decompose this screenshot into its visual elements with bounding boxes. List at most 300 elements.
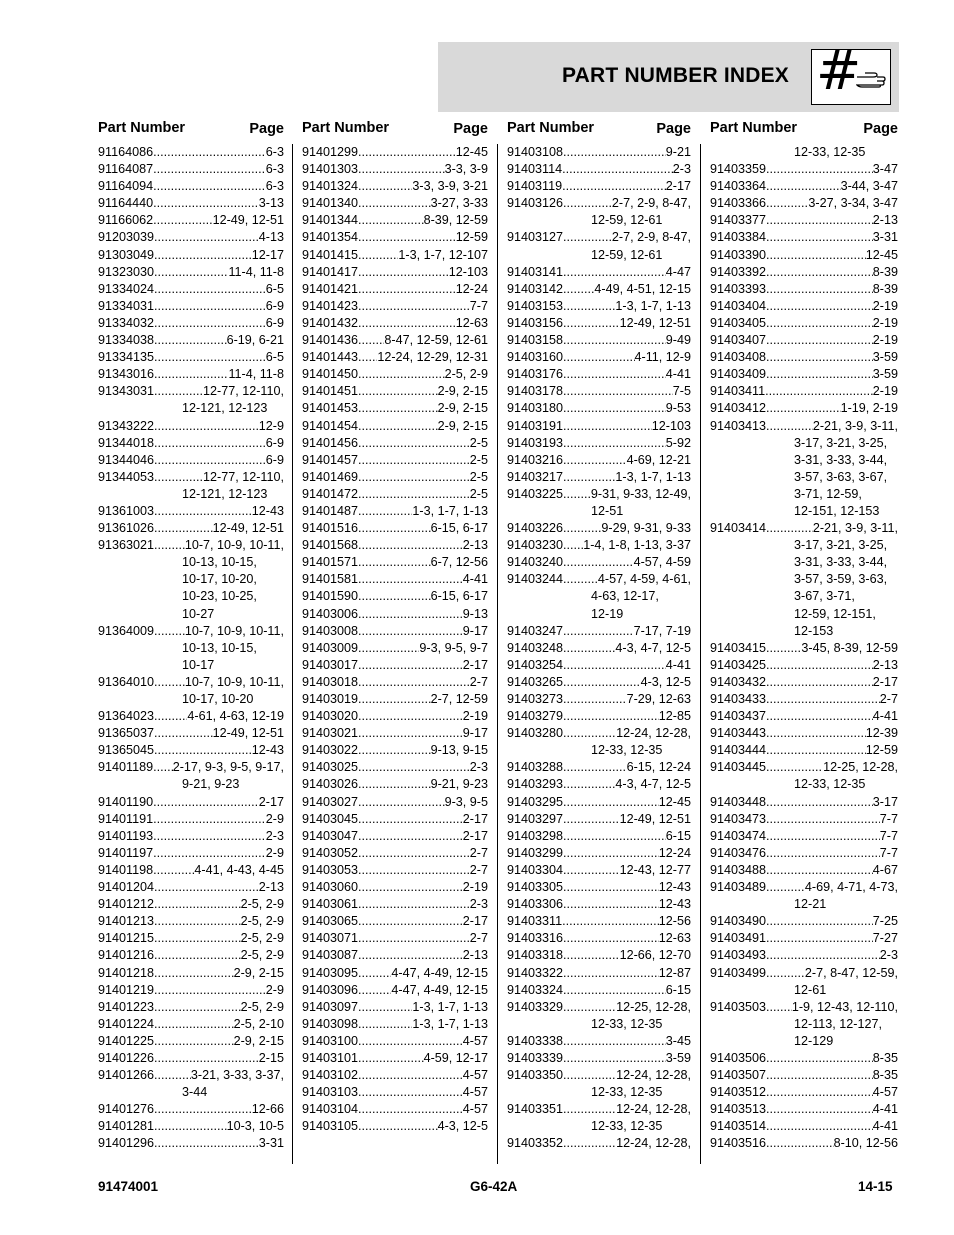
index-entry: [507, 947, 691, 964]
part-number: 91401436: [302, 333, 359, 348]
part-number: 91401454: [302, 418, 359, 433]
page-reference: 2-13: [462, 948, 488, 963]
part-number: 91403027: [302, 794, 359, 809]
index-entry: [98, 674, 284, 691]
page-reference: 3-13: [258, 196, 284, 211]
entry-continuation: 3-17, 3-21, 3-25,: [794, 538, 888, 553]
part-number: 91401487: [302, 503, 359, 518]
part-number: 91365037: [98, 726, 155, 741]
part-number: 91401516: [302, 521, 359, 536]
entry-continuation: 10-17: [182, 657, 215, 672]
page-reference: 2-3: [672, 162, 691, 177]
index-entry: [98, 879, 284, 896]
page-reference: 3-21, 3-33, 3-37,: [190, 1068, 284, 1083]
part-number: 91403304: [507, 862, 564, 877]
dot-leader: [153, 811, 266, 828]
index-entry: [710, 999, 898, 1016]
part-number: 91403513: [710, 1102, 767, 1117]
page-reference: 8-39: [872, 281, 898, 296]
index-entry: [302, 725, 488, 742]
dot-leader: [358, 520, 431, 537]
part-number: 91403489: [710, 880, 767, 895]
page-reference: 9-3, 9-5, 9-7: [419, 640, 488, 655]
part-number: 91401281: [98, 1119, 155, 1134]
dot-leader: [563, 1050, 666, 1067]
dot-leader: [358, 383, 438, 400]
dot-leader: [358, 435, 470, 452]
part-number: 91403160: [507, 350, 564, 365]
page-reference: 2-9, 2-15: [437, 384, 488, 399]
page-reference: 12-24, 12-28,: [616, 726, 691, 741]
index-entry: [710, 229, 898, 246]
part-number: 91403119: [507, 179, 563, 194]
page-reference: 6-5: [265, 281, 284, 296]
page-reference: 12-24, 12-29, 12-31: [377, 350, 488, 365]
page-reference: 2-21, 3-9, 3-11,: [812, 418, 898, 433]
index-entry: [302, 298, 488, 315]
entry-continuation: 12-113, 12-127,: [794, 1016, 882, 1031]
page-reference: 2-9, 2-15: [233, 1033, 284, 1048]
dot-leader: [153, 862, 194, 879]
part-number: 91403280: [507, 726, 564, 741]
page-reference: 2-9: [265, 811, 284, 826]
part-number: 91401190: [98, 794, 154, 809]
index-entry: [302, 349, 488, 366]
part-number: 91401340: [302, 196, 359, 211]
dot-leader: [358, 281, 456, 298]
page-reference: 2-5, 2-9: [240, 897, 284, 912]
dot-leader: [358, 1033, 463, 1050]
index-entry: [710, 725, 898, 742]
part-number: 91403476: [710, 845, 767, 860]
part-number: 91403305: [507, 880, 564, 895]
page-reference: 2-13: [462, 538, 488, 553]
part-number: 91164440: [98, 196, 154, 211]
page-reference: 6-3: [265, 179, 284, 194]
page-reference: 1-4, 1-8, 1-13, 3-37: [583, 538, 691, 553]
page-reference: 12-43: [658, 880, 691, 895]
dot-leader: [154, 503, 252, 520]
dot-leader: [358, 1016, 412, 1033]
index-entry: [302, 588, 488, 605]
dot-leader: [766, 332, 873, 349]
page-reference: 1-9, 12-43, 12-110,: [791, 999, 898, 1014]
part-number: 91344046: [98, 452, 155, 467]
dot-leader: [154, 349, 266, 366]
dot-leader: [766, 366, 873, 383]
dot-leader: [766, 400, 841, 417]
part-number: 91403318: [507, 948, 564, 963]
page-reference: 9-13: [462, 606, 488, 621]
page-reference: 2-13: [258, 880, 284, 895]
page-reference: 2-5, 2-10: [233, 1016, 284, 1031]
index-entry: [710, 862, 898, 879]
part-number: 91403404: [710, 298, 767, 313]
dot-leader: [358, 298, 470, 315]
index-entry: [302, 178, 488, 195]
index-entry: [98, 1135, 284, 1152]
dot-leader: [766, 195, 808, 212]
page-reference: 9-29, 9-31, 9-33: [601, 521, 691, 536]
part-number: 91364023: [98, 709, 155, 724]
part-number: 91403020: [302, 709, 359, 724]
index-entry: [302, 862, 488, 879]
part-number: 91403279: [507, 709, 564, 724]
page-reference: 6-3: [265, 162, 284, 177]
index-entry: [98, 469, 284, 486]
dot-leader: [766, 349, 873, 366]
page-reference: 4-41: [872, 1102, 898, 1117]
page-reference: 12-45: [455, 145, 488, 159]
index-entry: [710, 366, 898, 383]
dot-leader: [358, 828, 463, 845]
part-number: 91334024: [98, 281, 155, 296]
dot-leader: [358, 554, 431, 571]
part-number: 91403114: [507, 162, 563, 177]
part-number: 91401198: [98, 862, 154, 877]
page-reference: 10-3, 10-5: [226, 1119, 284, 1134]
dot-leader: [563, 349, 634, 366]
page-reference: 2-19: [872, 333, 898, 348]
index-entry: [98, 1067, 284, 1084]
footer-doc-number: 91474001: [98, 1179, 159, 1194]
part-number: 91403100: [302, 1033, 359, 1048]
index-column-1: [98, 118, 284, 1153]
dot-leader: [563, 708, 659, 725]
part-number: 91363021: [98, 538, 155, 553]
dot-leader: [766, 161, 873, 178]
page-reference: 7-17, 7-19: [633, 623, 691, 638]
index-entry: [98, 725, 284, 742]
index-entry: [507, 332, 691, 349]
part-number: 91403364: [710, 179, 767, 194]
entry-continuation: 12-59, 12-151,: [794, 606, 876, 621]
page-reference: 12-45: [658, 794, 691, 809]
index-entry: [98, 247, 284, 264]
part-number: 91403087: [302, 948, 359, 963]
dot-leader: [358, 161, 445, 178]
dot-leader: [766, 828, 880, 845]
part-number: 91403506: [710, 1050, 767, 1065]
dot-leader: [562, 161, 673, 178]
part-number: 91403514: [710, 1119, 767, 1134]
index-entry: [302, 1118, 488, 1135]
page-reference: 6-15: [665, 982, 691, 997]
part-number: 91403503: [710, 999, 767, 1014]
part-number: 91403512: [710, 1085, 767, 1100]
index-entry: [710, 811, 898, 828]
index-entry: [98, 708, 284, 725]
part-number: 91403359: [710, 162, 767, 177]
index-entry: [710, 913, 898, 930]
page-reference: 12-49, 12-51: [212, 521, 284, 536]
page-reference: 1-3, 1-7, 1-13: [412, 503, 488, 518]
part-number: 91403108: [507, 145, 564, 159]
page-reference: 3-31: [872, 230, 898, 245]
page-reference: 4-69, 12-21: [626, 452, 691, 467]
column-header: [302, 118, 488, 144]
index-entry: [98, 452, 284, 469]
entry-continuation: 12-33, 12-35: [591, 1016, 663, 1031]
page-reference: 2-5: [469, 435, 488, 450]
dot-leader: [154, 1050, 259, 1067]
page-reference: 7-27: [872, 931, 898, 946]
part-number: 91403248: [507, 640, 564, 655]
dot-leader: [358, 674, 470, 691]
dot-leader: [563, 571, 598, 588]
index-entry: [302, 264, 488, 281]
dot-leader: [154, 879, 259, 896]
page-reference: 12-56: [658, 914, 691, 929]
dot-leader: [154, 315, 266, 332]
dot-leader: [766, 520, 813, 537]
part-number: 91403052: [302, 845, 359, 860]
entry-continuation: 12-59, 12-61: [591, 247, 663, 262]
part-number: 91401216: [98, 948, 155, 963]
entry-continuation: 12-61: [794, 982, 827, 997]
index-entry: [98, 366, 284, 383]
dot-leader: [563, 845, 659, 862]
part-number: 91403191: [507, 418, 564, 433]
index-entry: [302, 332, 488, 349]
dot-leader: [563, 623, 634, 640]
part-number: 91403098: [302, 1016, 359, 1031]
dot-leader: [358, 349, 377, 366]
page-reference: 2-9, 2-15: [437, 401, 488, 416]
page-reference: 3-17: [872, 794, 898, 809]
page-reference: 2-5, 2-9: [240, 948, 284, 963]
part-number: 91403244: [507, 572, 564, 587]
index-entry: [710, 383, 898, 400]
dot-leader: [154, 999, 241, 1016]
index-entry: [710, 691, 898, 708]
index-entry: [98, 862, 284, 879]
index-entry: [507, 759, 691, 776]
index-entry: [302, 691, 488, 708]
entry-continuation: 10-17, 10-20,: [182, 572, 257, 587]
dot-leader: [154, 469, 203, 486]
hash-icon: #: [816, 39, 862, 102]
index-entry: [507, 913, 691, 930]
dot-leader: [766, 1101, 873, 1118]
page-reference: 6-15, 6-17: [430, 521, 488, 536]
part-number: 91403273: [507, 692, 564, 706]
dot-leader: [563, 947, 620, 964]
page-reference: 12-43: [251, 503, 284, 518]
part-number: 91403103: [302, 1085, 359, 1100]
dot-leader: [766, 264, 873, 281]
part-number: 91403490: [710, 914, 767, 929]
index-entry: [98, 811, 284, 828]
dot-leader: [766, 965, 805, 982]
part-number: 91401568: [302, 538, 359, 553]
index-entry: [302, 999, 488, 1016]
page-reference: 4-57: [462, 1102, 488, 1117]
index-entry: [302, 794, 488, 811]
part-number: 91403324: [507, 982, 564, 997]
dot-leader: [563, 879, 659, 896]
index-entry: [710, 742, 898, 759]
page-reference: 4-41: [665, 367, 691, 382]
entry-continuation: 3-31, 3-33, 3-44,: [794, 452, 888, 467]
page-reference: 6-9: [265, 315, 284, 330]
dot-leader: [358, 776, 431, 793]
part-number: 91403432: [710, 674, 767, 689]
dot-leader: [563, 1135, 616, 1152]
part-number: 91403288: [507, 760, 564, 775]
dot-leader: [154, 1067, 191, 1084]
index-entry: [507, 1033, 691, 1050]
part-number: 91164086: [98, 145, 154, 159]
part-number: 91401456: [302, 435, 359, 450]
dot-leader: [563, 298, 615, 315]
index-entry: [302, 571, 488, 588]
index-entry: [710, 1084, 898, 1101]
part-number: 91401450: [302, 367, 359, 382]
dot-leader: [358, 691, 431, 708]
page-reference: 2-15: [258, 1050, 284, 1065]
page-reference: 2-21, 3-9, 3-11,: [812, 521, 898, 536]
dot-leader: [766, 674, 873, 691]
dot-leader: [563, 759, 627, 776]
footer-page-number: 14-15: [858, 1179, 893, 1194]
dot-leader: [563, 1033, 666, 1050]
dot-leader: [766, 315, 873, 332]
page-reference: 3-45, 8-39, 12-59: [801, 640, 898, 655]
part-number: 91334032: [98, 315, 155, 330]
page-reference: 2-5, 2-9: [444, 367, 488, 382]
page-reference: 2-9, 2-15: [233, 965, 284, 980]
dot-leader: [563, 930, 659, 947]
page-reference: 4-61, 4-63, 12-19: [187, 709, 284, 724]
index-entry: [302, 776, 488, 793]
page-reference: 2-13: [872, 213, 898, 228]
page-reference: 4-3, 4-7, 12-5: [615, 640, 691, 655]
dot-leader: [563, 896, 659, 913]
dot-leader: [766, 759, 823, 776]
page-reference: 12-77, 12-110,: [203, 469, 284, 484]
part-number: 91323030: [98, 264, 155, 279]
index-entry: [710, 828, 898, 845]
entry-continuation: 12-33, 12-35: [591, 1085, 663, 1100]
dot-leader: [563, 965, 659, 982]
index-entry: [710, 674, 898, 691]
dot-leader: [154, 298, 266, 315]
page-reference: 2-13: [872, 657, 898, 672]
part-number: 91403009: [302, 640, 359, 655]
part-number: 91361003: [98, 503, 155, 518]
dot-leader: [563, 640, 615, 657]
page-reference: 9-17: [462, 726, 488, 741]
part-number: 91364009: [98, 623, 155, 638]
part-number: 91401299: [302, 145, 359, 159]
entry-continuation: 3-44: [182, 1085, 208, 1100]
part-number: 91403474: [710, 828, 767, 843]
index-entry: [98, 520, 284, 537]
dot-leader: [766, 1118, 873, 1135]
page-reference: 2-3: [265, 828, 284, 843]
part-number: 91401469: [302, 469, 359, 484]
dot-leader: [154, 674, 185, 691]
dot-leader: [358, 212, 424, 229]
index-entry: [710, 794, 898, 811]
dot-leader: [154, 520, 213, 537]
dot-leader: [766, 708, 873, 725]
entry-continuation: 3-57, 3-63, 3-67,: [794, 469, 888, 484]
page-heading: Page: [656, 121, 691, 137]
dot-leader: [358, 725, 463, 742]
dot-leader: [766, 418, 813, 435]
index-entry: [507, 264, 691, 281]
page-reference: 3-59: [872, 350, 898, 365]
part-number: 91166062: [98, 213, 154, 228]
part-number: 91403156: [507, 315, 564, 330]
part-number: 91403018: [302, 674, 359, 689]
part-number: 91401451: [302, 384, 359, 399]
dot-leader: [766, 691, 880, 708]
page-reference: 11-4, 11-8: [228, 264, 284, 279]
column-header: [98, 118, 284, 144]
dot-leader: [358, 811, 463, 828]
page-reference: 4-57: [462, 1085, 488, 1100]
dot-leader: [358, 178, 412, 195]
part-number: 91401415: [302, 247, 359, 262]
dot-leader: [154, 896, 241, 913]
part-number: 91403493: [710, 948, 767, 963]
index-entry: [302, 759, 488, 776]
part-number: 91403306: [507, 897, 564, 912]
entry-continuation: 3-71, 12-59,: [794, 486, 862, 501]
page-reference: 3-47: [872, 162, 898, 177]
index-entry: [507, 178, 691, 195]
entry-continuation: 12-51: [591, 503, 624, 518]
dot-leader: [358, 759, 470, 776]
dot-leader: [766, 742, 866, 759]
part-number: 91403491: [710, 931, 767, 946]
index-entry: [507, 418, 691, 435]
page-reference: 6-9: [265, 452, 284, 467]
part-number: 91403095: [302, 965, 359, 980]
page-reference: 12-43: [658, 897, 691, 912]
part-number: 91403473: [710, 811, 767, 826]
dot-leader: [358, 469, 470, 486]
column-header: [507, 118, 691, 144]
part-number: 91403096: [302, 982, 359, 997]
dot-leader: [154, 418, 259, 435]
page-reference: 4-57: [872, 1085, 898, 1100]
part-number: 91403293: [507, 777, 564, 792]
page-reference: 10-7, 10-9, 10-11,: [184, 623, 284, 638]
page-heading: Page: [249, 121, 284, 137]
part-number: 91403409: [710, 367, 767, 382]
index-entry: [507, 930, 691, 947]
part-number: 91403377: [710, 213, 767, 228]
page-reference: 1-19, 2-19: [840, 401, 898, 416]
page-reference: 6-9: [265, 298, 284, 313]
dot-leader: [153, 161, 266, 178]
part-number: 91401213: [98, 914, 155, 929]
part-number: 91403265: [507, 674, 564, 689]
index-entry: [710, 879, 898, 896]
index-entry: [302, 161, 488, 178]
index-entry: [710, 195, 898, 212]
dot-leader: [154, 332, 227, 349]
index-entry: [507, 383, 691, 400]
index-entry: [507, 315, 691, 332]
dot-leader: [766, 1050, 873, 1067]
part-number: 91403022: [302, 743, 359, 758]
index-entry: [507, 965, 691, 982]
